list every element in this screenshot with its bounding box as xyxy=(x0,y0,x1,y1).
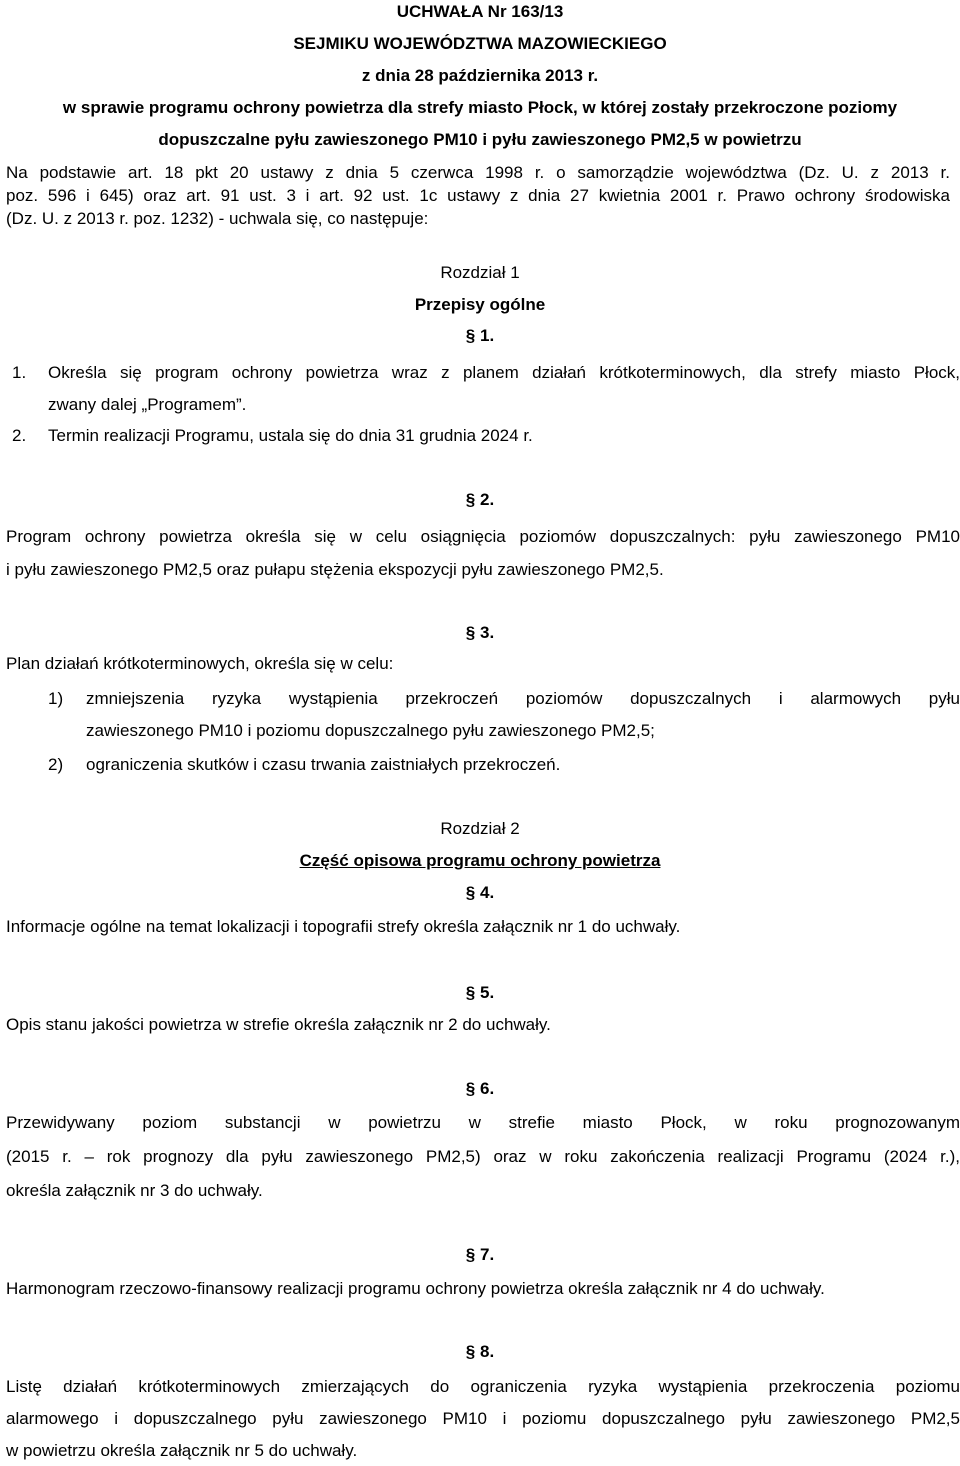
s3-item-1-line-2: zawieszonego PM10 i poziomu dopuszczalnego pyłu zawieszonego PM2,5; xyxy=(86,721,655,740)
s6-line-2: (2015 r. – rok prognozy dla pyłu zawieszonego PM2,5) oraz w roku zakończenia realizacji Programu (2024 r.), xyxy=(6,1147,960,1166)
section-sign: § xyxy=(465,1079,476,1098)
section-sign: § xyxy=(465,1245,476,1264)
section-sign: § xyxy=(465,983,476,1002)
s1-p2-num: 2. xyxy=(12,426,27,445)
s2-line-2: i pyłu zawieszonego PM2,5 oraz pułapu stężenia ekspozycji pyłu zawieszonego PM2,5. xyxy=(6,560,664,579)
chapter-2-title: Część opisowa programu ochrony powietrza xyxy=(299,851,661,870)
subject-line-2: dopuszczalne pyłu zawieszonego PM10 i pyłu zawieszonego PM2,5 w powietrzu xyxy=(158,130,802,149)
section-6-heading xyxy=(0,1079,960,1099)
section-3-heading xyxy=(0,623,960,643)
section-8-heading xyxy=(0,1342,960,1362)
s8-line-3: w powietrzu określa załącznik nr 5 do uchwały. xyxy=(6,1441,358,1460)
s3-item-1-line-1: zmniejszenia ryzyka wystąpienia przekroczeń poziomów dopuszczalnych i alarmowych pyłu xyxy=(86,689,960,708)
section-number: 2. xyxy=(480,490,495,509)
s3-item-2-text: ograniczenia skutków i czasu trwania zaistniałych przekroczeń. xyxy=(86,755,561,774)
chapter-2-label: Rozdział 2 xyxy=(440,819,520,838)
section-number: 4. xyxy=(480,883,495,902)
s6-line-1: Przewidywany poziom substancji w powietrzu w strefie miasto Płock, w roku prognozowanym xyxy=(6,1113,960,1132)
chapter-1-label: Rozdział 1 xyxy=(440,263,520,282)
section-number: 3. xyxy=(480,623,495,642)
preamble-line-2: poz. 596 i 645) oraz art. 91 ust. 3 i art. 92 ust. 1c ustawy z dnia 27 kwietnia 2001 r. Prawo ochrony środowiska xyxy=(6,186,950,205)
section-number: 8. xyxy=(480,1342,495,1361)
resolution-date: z dnia 28 października 2013 r. xyxy=(361,66,599,85)
section-number: 7. xyxy=(480,1245,495,1264)
s1-p2-text: Termin realizacji Programu, ustala się do dnia 31 grudnia 2024 r. xyxy=(48,426,533,445)
preamble-line-3: (Dz. U. z 2013 r. poz. 1232) - uchwala się, co następuje: xyxy=(6,209,429,228)
s8-line-1: Listę działań krótkoterminowych zmierzających do ograniczenia ryzyka wystąpienia przekroczenia poziomu xyxy=(6,1377,960,1396)
s8-line-2: alarmowego i dopuszczalnego pyłu zawieszonego PM10 i poziomu dopuszczalnego pyłu zawieszonego PM2,5 xyxy=(6,1409,960,1428)
section-sign: § xyxy=(465,883,476,902)
section-5-heading xyxy=(0,983,960,1003)
section-sign: § xyxy=(465,326,476,345)
section-2-heading xyxy=(0,490,960,510)
section-7-heading xyxy=(0,1245,960,1265)
s1-p1-line-2: zwany dalej „Programem”. xyxy=(48,395,247,414)
s7-text: Harmonogram rzeczowo-finansowy realizacji programu ochrony powietrza określa załącznik nr 4 do uchwały. xyxy=(6,1279,825,1298)
section-1-heading xyxy=(0,326,960,346)
section-number: 5. xyxy=(480,983,495,1002)
s4-text: Informacje ogólne na temat lokalizacji i topografii strefy określa załącznik nr 1 do uchwały. xyxy=(6,917,681,936)
section-number: 1. xyxy=(480,326,495,345)
s3-intro: Plan działań krótkoterminowych, określa się w celu: xyxy=(6,654,394,673)
s3-item-1-num: 1) xyxy=(48,689,64,708)
s1-p1-num: 1. xyxy=(12,363,27,382)
subject-line-1: w sprawie programu ochrony powietrza dla strefy miasto Płock, w której zostały przekroczone poziomy xyxy=(62,98,898,117)
s1-p1-line-1: Określa się program ochrony powietrza wraz z planem działań krótkoterminowych, dla strefy miasto Płock, xyxy=(48,363,960,382)
section-sign: § xyxy=(465,1342,476,1361)
section-sign: § xyxy=(465,490,476,509)
chapter-1-title: Przepisy ogólne xyxy=(414,295,546,314)
resolution-title: UCHWAŁA Nr 163/13 xyxy=(396,2,564,21)
section-number: 6. xyxy=(480,1079,495,1098)
section-4-heading xyxy=(0,883,960,903)
preamble-line-1: Na podstawie art. 18 pkt 20 ustawy z dnia 5 czerwca 1998 r. o samorządzie województwa (Dz. U. z 2013 r. xyxy=(6,163,950,182)
issuer: SEJMIKU WOJEWÓDZTWA MAZOWIECKIEGO xyxy=(293,34,667,53)
s3-item-2-num: 2) xyxy=(48,755,64,774)
section-sign: § xyxy=(465,623,476,642)
s2-line-1: Program ochrony powietrza określa się w celu osiągnięcia poziomów dopuszczalnych: pyłu zawieszonego PM10 xyxy=(6,527,960,546)
s5-text: Opis stanu jakości powietrza w strefie określa załącznik nr 2 do uchwały. xyxy=(6,1015,551,1034)
s6-line-3: określa załącznik nr 3 do uchwały. xyxy=(6,1181,263,1200)
